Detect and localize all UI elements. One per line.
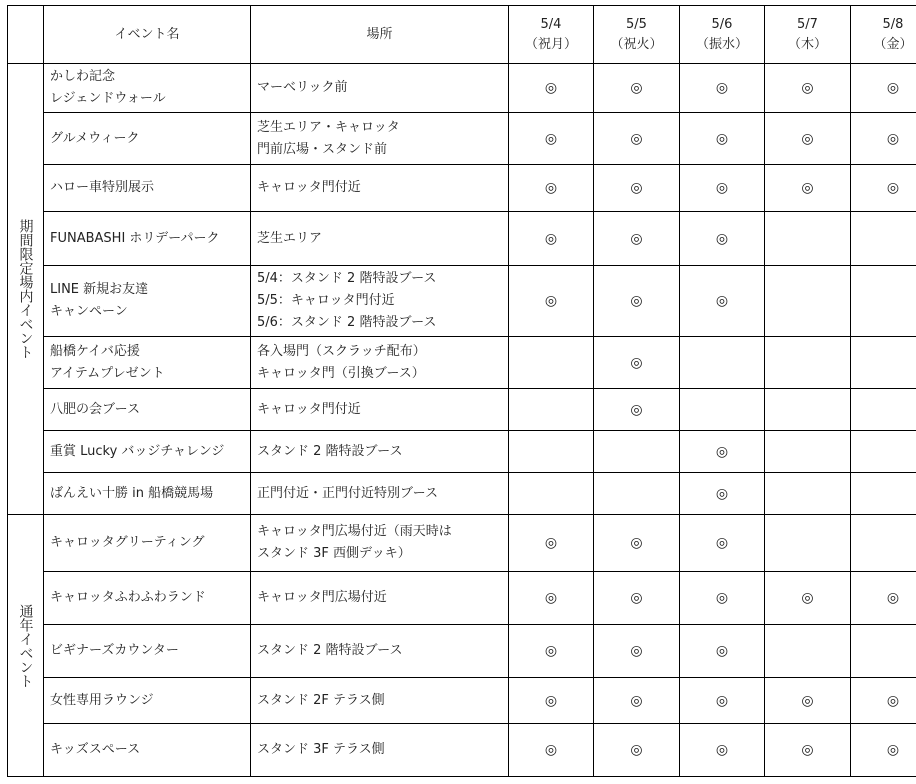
double-circle-icon: ◎	[630, 293, 643, 309]
place-cell	[251, 572, 509, 625]
day-cell-1	[509, 212, 594, 266]
double-circle-icon: ◎	[886, 80, 900, 96]
day-cell-4	[765, 431, 851, 473]
place-line: 正門付近・正門付近特別ブース	[257, 485, 438, 501]
schedule-body	[8, 64, 916, 777]
corner-cell	[8, 6, 44, 64]
event-name-cell	[44, 625, 251, 678]
day-cell-4	[765, 625, 851, 678]
event-name-line: かしわ記念	[50, 69, 116, 84]
day-cell-4	[765, 724, 851, 777]
table-row	[8, 431, 916, 473]
double-circle-icon: ◎	[886, 692, 900, 709]
day-cell-3	[680, 678, 765, 724]
place-line: キャロッタ門広場付近（雨天時は	[257, 524, 452, 539]
double-circle-icon: ◎	[630, 643, 643, 659]
day-cell-4	[765, 266, 851, 337]
place-line: スタンド 2F テラス側	[257, 692, 385, 708]
day-cell-5	[851, 212, 916, 266]
double-circle-icon: ◎	[630, 230, 643, 247]
double-circle-icon: ◎	[715, 180, 729, 196]
header-day-2	[594, 6, 680, 64]
header-row	[8, 6, 916, 64]
table-row	[8, 165, 916, 212]
place-line: マーベリック前	[257, 80, 348, 95]
place-cell	[251, 724, 509, 777]
header-place: 場所	[251, 6, 509, 64]
event-name-line: 重賞 Lucky バッジチャレンジ	[50, 443, 225, 459]
place-cell	[251, 266, 509, 337]
event-name-line: アイテムプレゼント	[50, 365, 165, 381]
day-cell-2	[594, 165, 680, 212]
place-line: 芝生エリア	[257, 230, 323, 246]
day-cell-2	[594, 473, 680, 515]
event-name-cell	[44, 337, 251, 389]
event-name-line: キャロッタふわふわランド	[50, 590, 206, 605]
table-row	[8, 515, 916, 572]
event-name-cell	[44, 165, 251, 212]
header-day-1	[509, 6, 594, 64]
day-cell-5	[851, 165, 916, 212]
place-cell	[251, 165, 509, 212]
place-line: キャロッタ門（引換ブース）	[257, 365, 425, 381]
day-cell-4	[765, 572, 851, 625]
event-name-line: キャンペーン	[50, 304, 128, 319]
place-line: 各入場門（スクラッチ配布）	[257, 343, 426, 359]
double-circle-icon: ◎	[715, 485, 729, 502]
double-circle-icon: ◎	[630, 130, 643, 147]
day-cell-3	[680, 266, 765, 337]
double-circle-icon: ◎	[544, 293, 558, 309]
event-name-line: ばんえい十勝 in 船橋競馬場	[50, 485, 214, 501]
day-cell-2	[594, 266, 680, 337]
day-cell-1	[509, 337, 594, 389]
day-cell-1	[509, 572, 594, 625]
day-cell-1	[509, 64, 594, 113]
double-circle-icon: ◎	[630, 180, 643, 196]
day-cell-5	[851, 337, 916, 389]
double-circle-icon: ◎	[801, 80, 814, 96]
day-cell-5	[851, 724, 916, 777]
double-circle-icon: ◎	[886, 590, 900, 606]
category-label: 期間限定場内イベント	[8, 64, 44, 515]
day-cell-1	[509, 389, 594, 431]
day-cell-1	[509, 165, 594, 212]
day-cell-2	[594, 678, 680, 724]
day-cell-4	[765, 678, 851, 724]
day-cell-3	[680, 724, 765, 777]
double-circle-icon: ◎	[715, 130, 729, 147]
double-circle-icon: ◎	[630, 401, 643, 418]
event-name-line: キッズスペース	[50, 742, 141, 757]
day-cell-2	[594, 431, 680, 473]
day-cell-1	[509, 515, 594, 572]
place-line: スタンド 3F テラス側	[257, 742, 385, 757]
header-day-date: 5/4	[540, 16, 562, 32]
table-row	[8, 724, 916, 777]
day-cell-4	[765, 212, 851, 266]
day-cell-1	[509, 678, 594, 724]
day-cell-2	[594, 212, 680, 266]
place-line: 5/6：スタンド 2 階特設ブース	[257, 315, 437, 330]
place-cell	[251, 64, 509, 113]
event-schedule-table	[7, 5, 916, 777]
day-cell-1	[509, 113, 594, 165]
day-cell-3	[680, 165, 765, 212]
day-cell-4	[765, 337, 851, 389]
day-cell-2	[594, 625, 680, 678]
event-name-cell	[44, 389, 251, 431]
double-circle-icon: ◎	[544, 80, 558, 96]
place-cell	[251, 515, 509, 572]
double-circle-icon: ◎	[715, 443, 729, 460]
event-name-line: LINE 新規お友達	[50, 282, 149, 297]
day-cell-3	[680, 431, 765, 473]
place-cell	[251, 678, 509, 724]
event-name-line: グルメウィーク	[50, 130, 140, 146]
double-circle-icon: ◎	[630, 742, 643, 758]
day-cell-5	[851, 625, 916, 678]
double-circle-icon: ◎	[544, 535, 558, 551]
double-circle-icon: ◎	[630, 354, 643, 371]
event-name-cell	[44, 572, 251, 625]
day-cell-4	[765, 473, 851, 515]
place-line: スタンド 3F 西側デッキ）	[257, 546, 411, 561]
header-day-date: 5/7	[797, 16, 818, 32]
event-name-cell	[44, 431, 251, 473]
double-circle-icon: ◎	[886, 180, 900, 196]
day-cell-1	[509, 625, 594, 678]
place-line: キャロッタ門付近	[257, 401, 361, 417]
double-circle-icon: ◎	[801, 692, 814, 709]
day-cell-5	[851, 678, 916, 724]
place-line: スタンド 2 階特設ブース	[257, 643, 403, 658]
header-day-weekday: （振水）	[695, 36, 748, 52]
day-cell-5	[851, 389, 916, 431]
day-cell-3	[680, 389, 765, 431]
event-name-cell	[44, 473, 251, 515]
place-line: キャロッタ門広場付近	[257, 590, 387, 605]
table-row	[8, 337, 916, 389]
event-name-line: 八肥の会ブース	[50, 401, 140, 417]
double-circle-icon: ◎	[630, 692, 643, 709]
event-name-line: ハロー車特別展示	[50, 180, 155, 195]
day-cell-3	[680, 625, 765, 678]
event-name-line: 船橋ケイバ応援	[50, 343, 140, 359]
header-day-weekday: （金）	[873, 36, 913, 52]
table-row	[8, 389, 916, 431]
header-day-date: 5/5	[626, 16, 647, 32]
day-cell-4	[765, 165, 851, 212]
double-circle-icon: ◎	[715, 293, 729, 309]
double-circle-icon: ◎	[544, 692, 558, 709]
day-cell-2	[594, 64, 680, 113]
day-cell-4	[765, 64, 851, 113]
place-line: 5/4：スタンド 2 階特設ブース	[257, 271, 437, 286]
day-cell-2	[594, 113, 680, 165]
double-circle-icon: ◎	[544, 130, 558, 147]
double-circle-icon: ◎	[544, 742, 558, 758]
table-row	[8, 678, 916, 724]
place-cell	[251, 337, 509, 389]
double-circle-icon: ◎	[544, 230, 558, 247]
place-cell	[251, 389, 509, 431]
double-circle-icon: ◎	[630, 590, 643, 606]
day-cell-2	[594, 337, 680, 389]
double-circle-icon: ◎	[801, 180, 814, 196]
double-circle-icon: ◎	[715, 742, 729, 758]
double-circle-icon: ◎	[801, 590, 814, 606]
place-cell	[251, 473, 509, 515]
event-name-cell	[44, 724, 251, 777]
header-day-date: 5/6	[711, 16, 733, 32]
double-circle-icon: ◎	[544, 180, 558, 196]
header-day-4	[765, 6, 851, 64]
header-day-weekday: （木）	[787, 36, 827, 52]
table-row	[8, 266, 916, 337]
day-cell-3	[680, 212, 765, 266]
day-cell-3	[680, 337, 765, 389]
day-cell-5	[851, 515, 916, 572]
double-circle-icon: ◎	[630, 535, 643, 551]
place-line: キャロッタ門付近	[257, 180, 361, 195]
event-name-line: レジェンドウォール	[50, 91, 166, 106]
header-day-weekday: （祝月）	[524, 36, 577, 52]
day-cell-4	[765, 515, 851, 572]
table-row	[8, 113, 916, 165]
double-circle-icon: ◎	[801, 742, 814, 758]
day-cell-2	[594, 724, 680, 777]
event-name-line: ビギナーズカウンター	[50, 643, 179, 658]
event-name-cell	[44, 64, 251, 113]
table-row	[8, 212, 916, 266]
double-circle-icon: ◎	[715, 80, 729, 96]
double-circle-icon: ◎	[715, 643, 729, 659]
double-circle-icon: ◎	[544, 643, 558, 659]
double-circle-icon: ◎	[801, 130, 814, 147]
header-day-5	[851, 6, 916, 64]
place-cell	[251, 212, 509, 266]
day-cell-3	[680, 64, 765, 113]
day-cell-3	[680, 515, 765, 572]
day-cell-3	[680, 473, 765, 515]
place-cell	[251, 431, 509, 473]
day-cell-1	[509, 266, 594, 337]
table-row	[8, 572, 916, 625]
day-cell-1	[509, 724, 594, 777]
double-circle-icon: ◎	[544, 590, 558, 606]
header-day-weekday: （祝火）	[610, 36, 663, 52]
category-label: 通年イベント	[8, 515, 44, 777]
place-line: 芝生エリア・キャロッタ	[257, 119, 400, 135]
double-circle-icon: ◎	[630, 80, 643, 96]
day-cell-2	[594, 389, 680, 431]
event-name-line: 女性専用ラウンジ	[50, 692, 154, 708]
day-cell-4	[765, 113, 851, 165]
event-name-cell	[44, 678, 251, 724]
day-cell-1	[509, 473, 594, 515]
place-cell	[251, 625, 509, 678]
day-cell-2	[594, 572, 680, 625]
day-cell-1	[509, 431, 594, 473]
day-cell-3	[680, 572, 765, 625]
day-cell-5	[851, 113, 916, 165]
double-circle-icon: ◎	[715, 590, 729, 606]
place-line: 門前広場・スタンド前	[257, 141, 388, 157]
event-name-cell	[44, 266, 251, 337]
day-cell-3	[680, 113, 765, 165]
table-row	[8, 625, 916, 678]
day-cell-5	[851, 431, 916, 473]
event-name-line: FUNABASHI ホリデーパーク	[50, 230, 220, 246]
day-cell-5	[851, 473, 916, 515]
double-circle-icon: ◎	[886, 742, 900, 758]
header-day-date: 5/8	[882, 16, 904, 32]
place-line: 5/5：キャロッタ門付近	[257, 293, 395, 308]
header-event-name: イベント名	[44, 6, 251, 64]
double-circle-icon: ◎	[715, 230, 729, 247]
event-name-line: キャロッタグリーティング	[50, 535, 205, 550]
double-circle-icon: ◎	[886, 130, 900, 147]
header-day-3	[680, 6, 765, 64]
day-cell-5	[851, 572, 916, 625]
table-row	[8, 64, 916, 113]
event-name-cell	[44, 113, 251, 165]
place-cell	[251, 113, 509, 165]
day-cell-2	[594, 515, 680, 572]
day-cell-5	[851, 266, 916, 337]
table-row	[8, 473, 916, 515]
day-cell-4	[765, 389, 851, 431]
double-circle-icon: ◎	[715, 692, 729, 709]
place-line: スタンド 2 階特設ブース	[257, 443, 403, 459]
event-name-cell	[44, 212, 251, 266]
event-name-cell	[44, 515, 251, 572]
day-cell-5	[851, 64, 916, 113]
double-circle-icon: ◎	[715, 535, 729, 551]
